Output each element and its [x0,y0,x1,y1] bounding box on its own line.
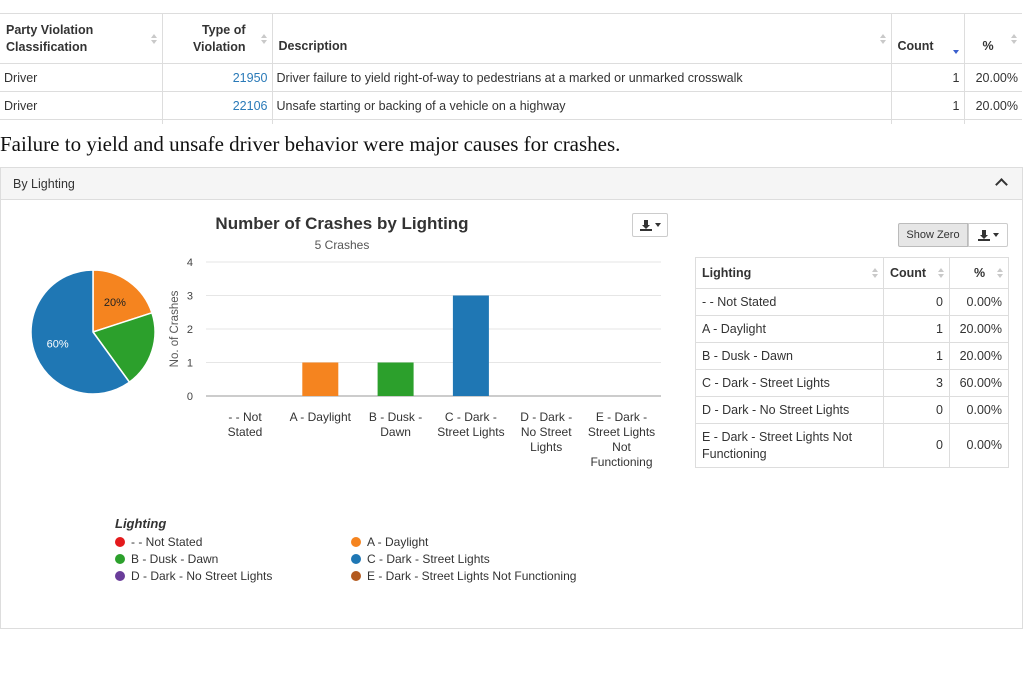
legend-item[interactable] [351,569,611,583]
x-tick-label: D - Dark - [520,410,573,424]
legend-marker [115,571,125,581]
description-cell: Unsafe starting or backing of a vehicle on a highway [272,92,891,120]
percent-cell: 0.00% [950,289,1009,316]
count-cell: 0 [884,424,950,468]
count-cell: 0 [884,397,950,424]
count-cell: 3 [884,370,950,397]
legend-marker [351,554,361,564]
legend-item[interactable] [351,535,611,549]
violation-code-link[interactable]: 21950 [162,64,272,92]
violation-code-link[interactable]: 22106 [162,92,272,120]
table-row [696,370,1009,397]
caption-text: Failure to yield and unsafe driver behavior were major causes for crashes. [0,132,621,156]
download-icon [978,229,990,241]
panel-title: By Lighting [13,177,75,191]
bar [302,363,338,397]
legend-label: D - Dark - No Street Lights [131,569,273,583]
table-row [696,289,1009,316]
legend-marker [351,571,361,581]
lighting-cell: B - Dusk - Dawn [696,343,884,370]
x-tick-label: Street Lights [437,425,505,439]
chart-download-button[interactable] [632,213,668,237]
sort-icon[interactable] [151,33,157,45]
column-header-label: % [982,39,994,53]
lighting-table [695,257,1009,468]
chevron-down-icon [655,223,661,227]
sort-icon[interactable] [1011,33,1017,45]
column-header-label: Lighting [702,266,752,280]
bar [453,296,489,397]
column-header-label: Count [897,39,934,53]
download-icon [640,219,652,231]
count-cell: 1 [891,64,964,92]
legend-label: - - Not Stated [131,535,203,549]
x-tick-label: Lights [530,440,563,454]
violation-table [0,13,1022,124]
bar [378,363,414,397]
lighting-cell: E - Dark - Street Lights Not Functioning [696,424,884,468]
classification-cell: Driver [0,64,162,92]
lighting-cell: A - Daylight [696,316,884,343]
column-header-label: % [974,266,986,280]
column-header-label: Type of Violation [192,22,246,54]
legend-item[interactable] [115,552,351,566]
chart-legend [115,516,615,583]
column-header-classification[interactable] [0,14,162,64]
column-header-description[interactable] [272,14,891,64]
sort-icon[interactable] [880,33,886,45]
x-tick-label: A - Daylight [289,410,351,424]
pie-data-label: 60% [46,338,69,351]
column-header-label: Count [890,266,927,280]
column-header-label: Description [278,39,348,53]
legend-marker [351,537,361,547]
legend-title: Lighting [115,516,167,531]
chevron-down-icon [993,233,999,237]
table-row [0,64,1022,92]
column-header-percent[interactable] [950,258,1009,289]
table-row-partial [0,120,1022,124]
lighting-cell: C - Dark - Street Lights [696,370,884,397]
percent-cell: 20.00% [950,316,1009,343]
y-tick-label: 2 [186,324,193,336]
percent-cell: 60.00% [950,370,1009,397]
y-axis-label: No. of Crashes [169,290,181,368]
legend-label: B - Dusk - Dawn [131,552,219,566]
table-row [696,343,1009,370]
panel-header[interactable] [1,168,1022,200]
sort-icon[interactable] [261,33,267,45]
show-zero-button[interactable]: Show Zero [898,223,968,247]
count-cell: 0 [884,289,950,316]
sort-icon[interactable] [997,267,1003,279]
x-tick-label: Stated [227,425,263,439]
y-tick-label: 4 [186,257,193,269]
column-header-label: Party Violation Classification [6,22,94,54]
chart-subtitle: 5 Crashes [314,238,370,252]
bar-chart [169,214,661,469]
x-tick-label: - - Not [228,410,262,424]
table-row [696,424,1009,468]
legend-marker [115,554,125,564]
column-header-count[interactable] [891,14,964,64]
chart-canvas [1,201,691,511]
column-header-type[interactable] [162,14,272,64]
sort-icon[interactable] [938,267,944,279]
y-tick-label: 0 [186,391,193,403]
lighting-panel [0,167,1023,629]
classification-cell: Driver [0,92,162,120]
table-row [696,397,1009,424]
legend-item[interactable] [351,552,611,566]
sort-icon[interactable] [872,267,878,279]
column-header-count[interactable] [884,258,950,289]
pie-chart [31,270,155,394]
column-header-percent[interactable] [964,14,1022,64]
x-tick-label: Functioning [590,455,653,469]
count-cell: 1 [884,343,950,370]
chart-title: Number of Crashes by Lighting [215,214,469,233]
percent-cell: 20.00% [964,64,1022,92]
chevron-up-icon[interactable] [995,178,1008,191]
x-tick-label: C - Dark - [444,410,497,424]
percent-cell: 20.00% [950,343,1009,370]
legend-item[interactable] [115,569,351,583]
x-tick-label: Dawn [380,425,411,439]
legend-item[interactable] [115,535,351,549]
legend-marker [115,537,125,547]
y-tick-label: 3 [186,290,193,303]
legend-label: E - Dark - Street Lights Not Functioning [367,569,577,583]
legend-label: C - Dark - Street Lights [367,552,490,566]
table-row [696,316,1009,343]
table-row [0,92,1022,120]
x-tick-label: B - Dusk - [368,410,423,424]
x-tick-label: Not [612,440,631,454]
table-download-button[interactable] [968,223,1008,247]
lighting-cell: D - Dark - No Street Lights [696,397,884,424]
x-tick-label: E - Dark - [595,410,648,424]
count-cell: 1 [884,316,950,343]
x-tick-label: Street Lights [587,425,656,439]
y-tick-label: 1 [186,357,193,370]
column-header-lighting[interactable] [696,258,884,289]
count-cell: 1 [891,92,964,120]
percent-cell: 20.00% [964,92,1022,120]
percent-cell: 0.00% [950,424,1009,468]
lighting-cell: - - Not Stated [696,289,884,316]
x-tick-label: No Street [520,425,572,439]
sort-desc-icon[interactable] [953,49,959,55]
percent-cell: 0.00% [950,397,1009,424]
legend-label: A - Daylight [367,535,429,549]
description-cell: Driver failure to yield right-of-way to pedestrians at a marked or unmarked crosswalk [272,64,891,92]
pie-data-label: 20% [103,296,126,309]
